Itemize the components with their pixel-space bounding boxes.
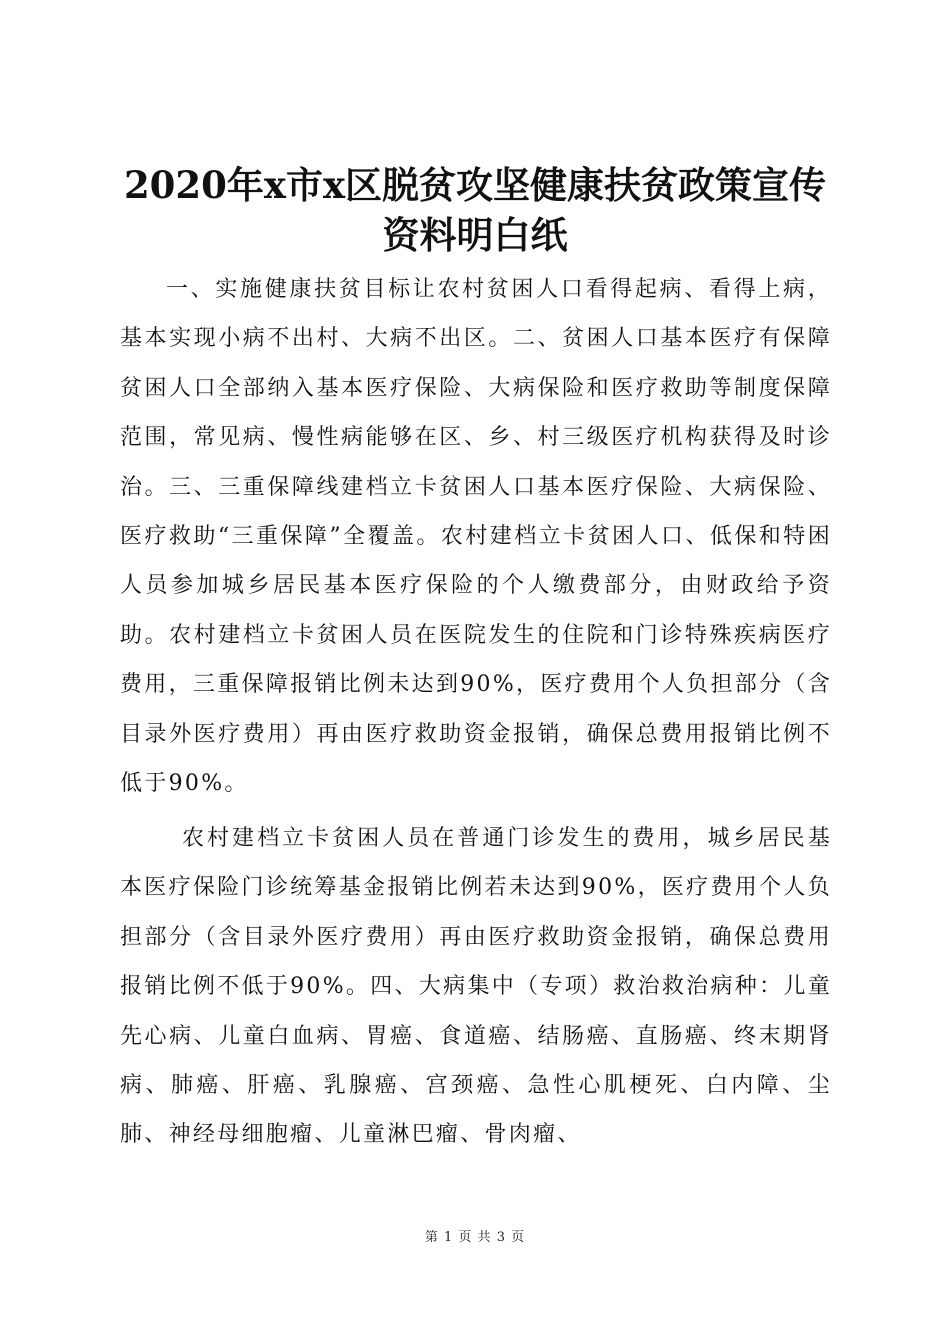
document-title: 2020年x市x区脱贫攻坚健康扶贫政策宣传资料明白纸 (123, 163, 827, 257)
body-paragraph-2: 农村建档立卡贫困人员在普通门诊发生的费用，城乡居民基本医疗保险门诊统筹基金报销比例若未达到90%，医疗费用个人负担部分（含目录外医疗费用）再由医疗救助资金报销，确保总费用报销比例不低于90%。四、大病集中（专项）救治救治病种：儿童先心病、儿童白血病、胃癌、食道癌、结肠癌、直肠癌、终末期肾病、肺癌、肝癌、乳腺癌、宫颈癌、急性心肌梗死、白内障、尘肺、神经母细胞瘤、儿童淋巴瘤、骨肉瘤、 (120, 826, 832, 1148)
page-number-footer: 第 1 页 共 3 页 (424, 1230, 526, 1245)
body-paragraph-1: 一、实施健康扶贫目标让农村贫困人口看得起病、看得上病，基本实现小病不出村、大病不出区。二、贫困人口基本医疗有保障贫困人口全部纳入基本医疗保险、大病保险和医疗救助等制度保障范围，常见病、慢性病能够在区、乡、村三级医疗机构获得及时诊治。三、三重保障线建档立卡贫困人口基本医疗保险、大病保险、医疗救助“三重保障”全覆盖。农村建档立卡贫困人口、低保和特困人员参加城乡居民基本医疗保险的个人缴费部分，由财政给予资助。农村建档立卡贫困人员在医院发生的住院和门诊特殊疾病医疗费用，三重保障报销比例未达到90%，医疗费用个人负担部分（含目录外医疗费用）再由医疗救助资金报销，确保总费用报销比例不低于90%。 (120, 277, 832, 797)
